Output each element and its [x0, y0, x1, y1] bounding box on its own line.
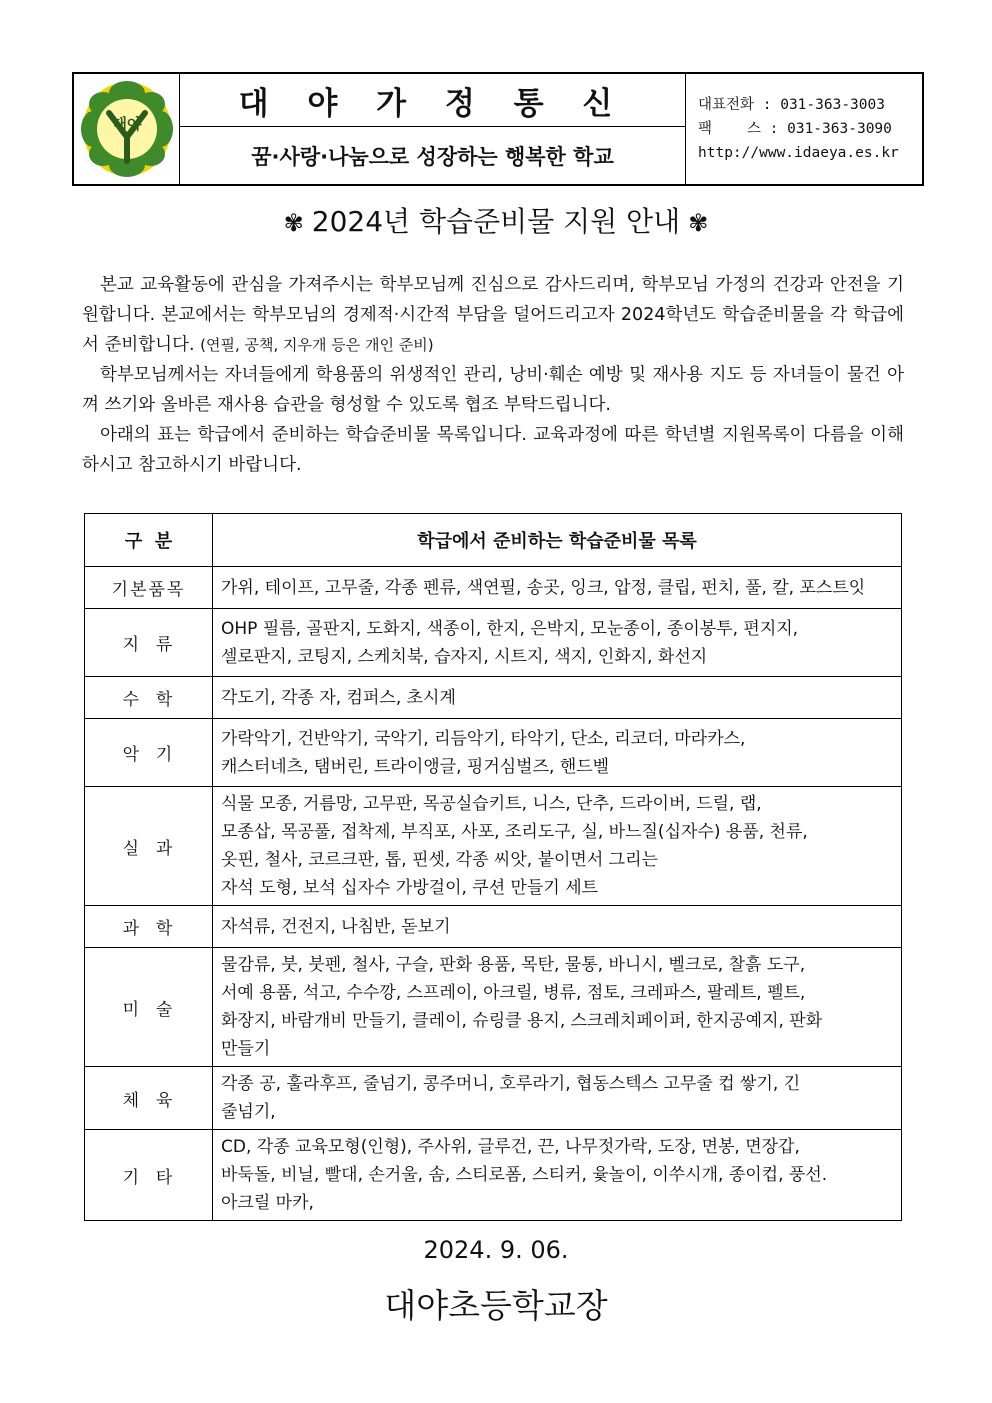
intro-text — [82, 270, 904, 480]
item-line: 셀로판지, 코팅지, 스케치북, 습자지, 시트지, 색지, 인화지, 화선지 — [221, 646, 708, 667]
document-date: 2024. 9. 06. — [423, 1236, 569, 1264]
fax-number: 팩 스 : 031-363-3090 — [698, 121, 892, 137]
row-items — [213, 948, 902, 1067]
item-line: 줄넘기, — [221, 1102, 276, 1122]
header-center — [180, 74, 686, 184]
item-line: 자석 도형, 보석 십자수 가방걸이, 쿠션 만들기 세트 — [221, 878, 599, 898]
row-items — [213, 567, 902, 609]
phone-number: 대표전화 : 031-363-3003 — [698, 97, 885, 113]
svg-text:대야: 대야 — [112, 115, 141, 133]
item-line: 바둑돌, 비닐, 빨대, 손거울, 솜, 스티로폼, 스티커, 윷놀이, 이쑤시개, 종이컵, 풍선. — [221, 1165, 828, 1185]
header-category: 구 분 — [85, 514, 213, 567]
row-category: 기 타 — [85, 1130, 213, 1221]
row-category: 미 술 — [85, 948, 213, 1067]
flower-icon: ✾ — [283, 209, 304, 237]
school-logo-icon — [79, 79, 175, 179]
table-row — [85, 677, 902, 719]
row-items — [213, 1067, 902, 1130]
item-line: 자석류, 건전지, 나침반, 돋보기 — [221, 916, 451, 937]
item-line: 각종 공, 훌라후프, 줄넘기, 콩주머니, 호루라기, 협동스텍스 고무줄 컵 쌓기, 긴 — [221, 1074, 801, 1094]
table-row — [85, 609, 902, 677]
item-line: 가락악기, 건반악기, 국악기, 리듬악기, 타악기, 단소, 리코더, 마라카스, — [221, 728, 746, 749]
item-line: 서예 용품, 석고, 수수깡, 스프레이, 아크릴, 병류, 점토, 크레파스, 팔레트, 펠트, — [221, 983, 806, 1003]
row-items — [213, 719, 902, 787]
document-title-row — [0, 200, 992, 240]
item-line: 화장지, 바람개비 만들기, 클레이, 슈링클 용지, 스크레치페이퍼, 한지공예지, 판화 — [221, 1011, 823, 1031]
item-line: 식물 모종, 거름망, 고무판, 목공실습키트, 니스, 단추, 드라이버, 드릴, 랩, — [221, 794, 762, 814]
table-row — [85, 948, 902, 1067]
row-category: 체 육 — [85, 1067, 213, 1130]
flower-icon: ✾ — [688, 209, 709, 237]
item-line: 캐스터네츠, 탬버린, 트라이앵글, 핑거심벌즈, 핸드벨 — [221, 756, 610, 777]
row-category: 과 학 — [85, 906, 213, 948]
signer: 대야초등학교장 — [384, 1286, 608, 1325]
table-body — [85, 567, 902, 1221]
row-items — [213, 906, 902, 948]
supplies-table — [84, 513, 902, 1221]
intro-paragraph-3: 아래의 표는 학급에서 준비하는 학습준비물 목록입니다. 교육과정에 따른 학년별 지원목록이 다름을 이해하시고 참고하시기 바랍니다. — [82, 425, 904, 475]
table-header-row — [85, 514, 902, 567]
table-row — [85, 567, 902, 609]
table-row — [85, 1067, 902, 1130]
item-line: 가위, 테이프, 고무줄, 각종 펜류, 색연필, 송곳, 잉크, 압정, 클립, 펀치, 풀, 칼, 포스트잇 — [221, 577, 866, 598]
item-line: CD, 각종 교육모형(인형), 주사위, 글루건, 끈, 나무젓가락, 도장, 면봉, 면장갑, — [221, 1137, 800, 1157]
item-line: OHP 필름, 골판지, 도화지, 색종이, 한지, 은박지, 모눈종이, 종이봉투, 편지지, — [221, 618, 799, 639]
row-category: 실 과 — [85, 787, 213, 906]
table-row — [85, 719, 902, 787]
table-row — [85, 906, 902, 948]
row-category: 기본품목 — [85, 567, 213, 609]
website-url[interactable]: http://www.idaeya.es.kr — [698, 145, 899, 161]
row-items — [213, 787, 902, 906]
intro-note: (연필, 공책, 지우개 등은 개인 준비) — [200, 336, 434, 354]
item-line: 옷핀, 철사, 코르크판, 톱, 핀셋, 각종 씨앗, 붙이면서 그리는 — [221, 850, 658, 870]
school-logo — [74, 74, 180, 184]
item-line: 모종삽, 목공풀, 접착제, 부직포, 사포, 조리도구, 실, 바느질(십자수) 용품, 천류, — [221, 822, 808, 842]
row-category: 수 학 — [85, 677, 213, 719]
row-items — [213, 609, 902, 677]
contact-info — [686, 74, 922, 184]
item-line: 만들기 — [221, 1039, 271, 1059]
school-slogan: 꿈·사랑·나눔으로 성장하는 행복한 학교 — [251, 144, 614, 169]
row-category: 악 기 — [85, 719, 213, 787]
document-title: 2024년 학습준비물 지원 안내 — [311, 205, 681, 238]
table-row — [85, 1130, 902, 1221]
item-line: 아크릴 마카, — [221, 1193, 314, 1213]
row-category: 지 류 — [85, 609, 213, 677]
header-items: 학급에서 준비하는 학습준비물 목록 — [213, 514, 902, 567]
newsletter-title: 대 야 가 정 통 신 — [180, 74, 685, 127]
item-line: 각도기, 각종 자, 컴퍼스, 초시계 — [221, 687, 456, 708]
row-items — [213, 677, 902, 719]
item-line: 물감류, 붓, 붓펜, 철사, 구슬, 판화 용품, 목탄, 물통, 바니시, 벨크로, 찰흙 도구, — [221, 955, 806, 975]
intro-paragraph-1: 본교 교육활동에 관심을 가져주시는 학부모님께 진심으로 감사드리며, 학부모님 가정의 건강과 안전을 기원합니다. 본교에서는 학부모님의 경제적·시간적 부담을 덜어드리고자 2024학년도 학습준비물을 각 학급에서 준비합니다. — [82, 275, 904, 355]
intro-paragraph — [82, 270, 904, 360]
intro-paragraph-2: 학부모님께서는 자녀들에게 학용품의 위생적인 관리, 낭비·훼손 예방 및 재사용 지도 등 자녀들이 물건 아껴 쓰기와 올바른 재사용 습관을 형성할 수 있도록 협조 부탁드립니다. — [82, 365, 904, 415]
row-items — [213, 1130, 902, 1221]
newsletter-header — [72, 72, 924, 186]
table-row — [85, 787, 902, 906]
